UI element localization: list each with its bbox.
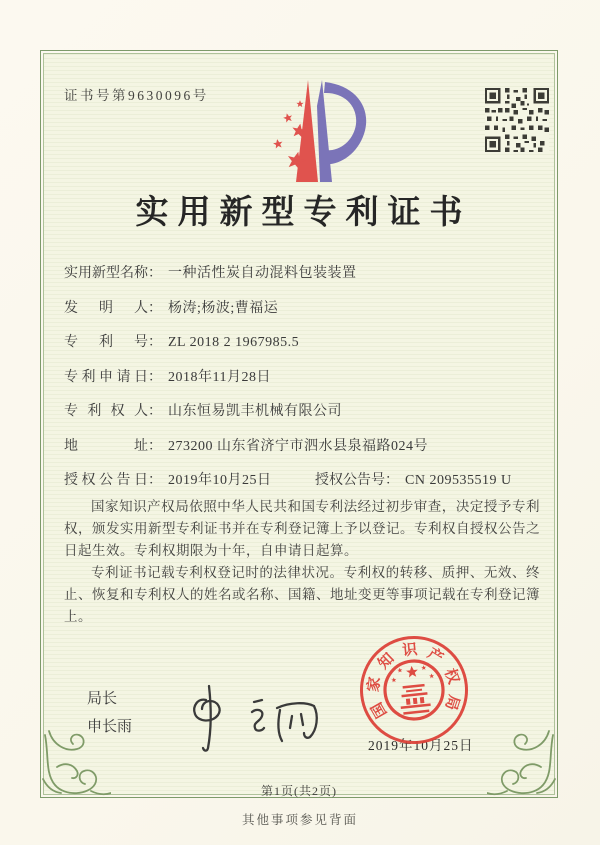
field-patentee: 专利权人： 山东恒易凯丰机械有限公司 (64, 404, 342, 419)
national-emblem-icon (376, 652, 453, 729)
page-number: 第1页(共2页) (261, 784, 337, 798)
field-grant-date: 授权公告日： 2019年10月25日 (64, 473, 272, 488)
qr-code (485, 88, 549, 152)
field-address: 地址： 273200 山东省济宁市泗水县泉福路024号 (64, 438, 428, 454)
seal-character: 产 (424, 645, 446, 668)
certificate-frame (40, 50, 558, 798)
seal-character: 国 (369, 699, 391, 721)
legal-paragraph-2: 专利证书记载专利权登记时的法律状况。专利权的转移、质押、无效、终止、恢复和专利权人的姓名或名称、国籍、地址变更等事项记载在专利登记簿上。 (64, 565, 540, 624)
seal-character: 知 (375, 650, 398, 673)
footer-note: 其他事项参见背面 (241, 813, 358, 827)
legal-paragraph-1: 国家知识产权局依照中华人民共和国专利法经过初步审查，决定授予专利权，颁发实用新型专利证书并在专利登记簿上予以登记。专利权自授权公告之日起生效。专利权期限为十年，自申请日起算。 (64, 499, 540, 558)
patent-fields (64, 264, 540, 506)
field-inventors: 发明人： 杨涛;杨波;曹福运 (64, 300, 279, 316)
seal-character: 局 (441, 692, 462, 712)
seal-character: 识 (401, 641, 419, 660)
legal-text (64, 496, 540, 628)
field-application-date: 专利申请日： 2018年11月28日 (64, 369, 271, 385)
commissioner-title: 局长 (87, 691, 118, 707)
field-patent-number: 专利号： ZL 2018 2 1967985.5 (64, 335, 300, 350)
commissioner-signature (182, 678, 322, 758)
cnipa-patent-logo-icon (256, 76, 374, 186)
corner-ornament-left (39, 729, 111, 801)
official-seal-stamp (355, 631, 474, 750)
seal-date: 2019年10月25日 (368, 738, 474, 753)
field-grant-row (64, 471, 540, 491)
field-invention-name: 实用新型名称： 一种活性炭自动混料包装装置 (64, 266, 357, 281)
seal-character: 权 (441, 666, 462, 687)
seal-character: 家 (365, 675, 384, 694)
certificate-number: 证书号第9630096号 (64, 88, 209, 103)
certificate-title: 实用新型专利证书 (135, 195, 472, 231)
field-grant-number: 授权公告号： CN 209535519 U (315, 473, 512, 488)
commissioner-name: 申长雨 (87, 719, 133, 735)
corner-ornament-right (487, 729, 559, 801)
